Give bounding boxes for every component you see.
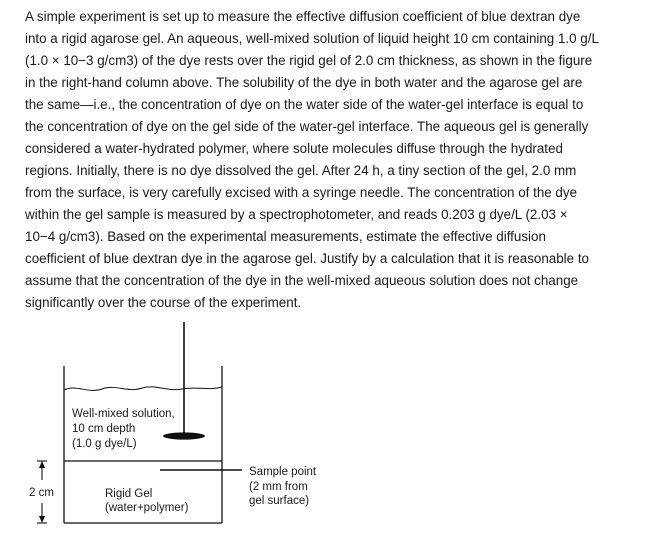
problem-line: A simple experiment is set up to measure the effective diffusion coefficient of blue dextran dye — [25, 9, 581, 24]
stirrer-blade — [163, 432, 205, 439]
problem-line: within the gel sample is measured by a spectrophotometer, and reads 0.203 g dye/L (2.03 × — [25, 207, 568, 222]
problem-line: coefficient of blue dextran dye in the agarose gel. Justify by a calculation that it is reasonable to — [25, 251, 589, 266]
thickness-label: 2 cm — [29, 487, 54, 499]
sample-label-line-2: (2 mm from — [249, 481, 308, 493]
problem-line: into a rigid agarose gel. An aqueous, well-mixed solution of liquid height 10 cm containing 1.0 g/L — [25, 31, 599, 46]
problem-line: 10−4 g/cm3). Based on the experimental measurements, estimate the effective diffusion — [25, 229, 546, 244]
solution-label-line-3: (1.0 g dye/L) — [72, 438, 137, 450]
problem-line: the same—i.e., the concentration of dye on the water side of the water-gel interface is equal to — [25, 97, 584, 112]
problem-line: significantly over the course of the experiment. — [25, 295, 302, 310]
problem-line: (1.0 × 10−3 g/cm3) of the dye rests over the rigid gel of 2.0 cm thickness, as shown in the figure — [25, 53, 593, 68]
problem-line: considered a water-hydrated polymer, where solute molecules diffuse through the hydrated — [25, 141, 563, 156]
dimension-arrow-up — [39, 461, 45, 468]
liquid-surface — [64, 387, 222, 391]
solution-label-line-2: 10 cm depth — [72, 423, 136, 435]
problem-line: the concentration of dye on the gel side of the water-gel interface. The aqueous gel is generally — [25, 119, 589, 134]
problem-line: assume that the concentration of the dye in the well-mixed aqueous solution does not change — [25, 273, 579, 288]
sample-label-line-3: gel surface) — [249, 495, 310, 507]
problem-line: regions. Initially, there is no dye dissolved the gel. After 24 h, a tiny section of the gel, 2.0 mm — [25, 163, 577, 178]
gel-label-line-2: (water+polymer) — [105, 502, 189, 514]
solution-label-line-1: Well-mixed solution, — [72, 408, 175, 420]
gel-label-line-1: Rigid Gel — [105, 488, 153, 500]
problem-line: from the surface, is very carefully excised with a syringe needle. The concentration of the dye — [25, 185, 578, 200]
problem-line: in the right-hand column above. The solubility of the dye in both water and the agarose gel are — [25, 75, 583, 90]
dimension-arrow-down — [39, 516, 45, 523]
sample-label-line-1: Sample point — [249, 466, 317, 478]
